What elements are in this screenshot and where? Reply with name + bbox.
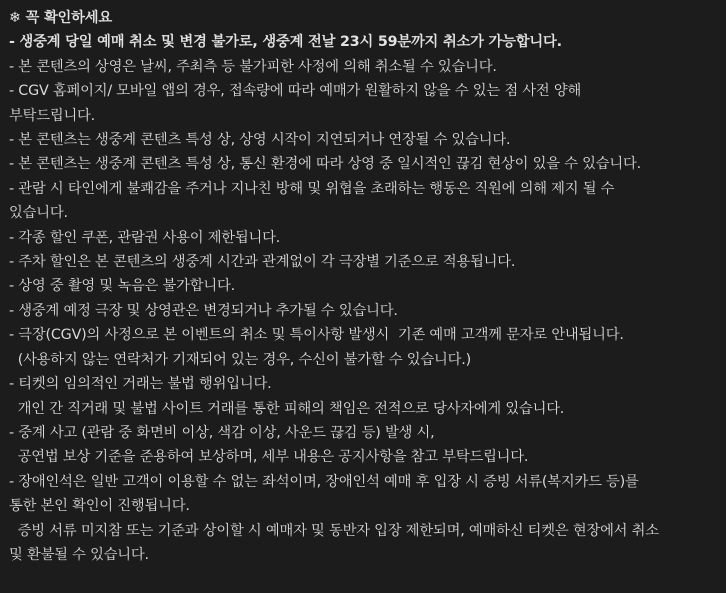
notice-line: - 티켓의 임의적인 거래는 불법 행위입니다. [9,376,272,393]
notice-line: - 주차 할인은 본 콘텐츠의 생중계 시간과 관계없이 각 극장별 기준으로 적용됩니다. [9,254,516,271]
notice-line: 증빙 서류 미지참 또는 기준과 상이할 시 예매자 및 동반자 입장 제한되며, 예매하신 티켓은 현장에서 취소 [9,522,659,539]
notice-line: - 생중계 예정 극장 및 상영관은 변경되거나 추가될 수 있습니다. [9,302,398,319]
notice-title: ❄ 꼭 확인하세요 [9,10,112,26]
notice-line: - 중계 사고 (관람 중 화면비 이상, 색감 이상, 사운드 끊김 등) 발생 시, [9,424,435,441]
notice-line: 및 환불될 수 있습니다. [9,546,149,563]
notice-line: - 장애인석은 일반 고객이 이용할 수 없는 좌석이며, 장애인석 예매 후 입장 시 증빙 서류(복지카드 등)를 [9,473,639,490]
notice-line: - 각종 할인 쿠폰, 관람권 사용이 제한됩니다. [9,229,281,246]
notice-line: - 본 콘텐츠의 상영은 날씨, 주최측 등 불가피한 사정에 의해 취소될 수 있습니다. [9,58,497,75]
notice-line: 공연법 보상 기준을 준용하여 보상하며, 세부 내용은 공지사항을 참고 부탁드립니다. [9,449,529,466]
notice-line: - 본 콘텐츠는 생중계 콘텐츠 특성 상, 상영 시작이 지연되거나 연장될 수 있습니다. [9,132,511,149]
notice-line-cancel-policy: - 생중계 당일 예매 취소 및 변경 불가로, 생중계 전날 23시 59분까지 취소가 가능합니다. [9,34,562,51]
notice-line: - 상영 중 촬영 및 녹음은 불가합니다. [9,278,235,295]
notice-line: 개인 간 직거래 및 불법 사이트 거래를 통한 피해의 책임은 전적으로 당사자에게 있습니다. [9,400,565,417]
notice-line: - 본 콘텐츠는 생중계 콘텐츠 특성 상, 통신 환경에 따라 상영 중 일시적인 끊김 현상이 있을 수 있습니다. [9,156,641,173]
notice-line: 통한 본인 확인이 진행됩니다. [9,498,190,515]
notice-line: 부탁드립니다. [9,107,96,124]
notice-line: - CGV 홈페이지/ 모바일 앱의 경우, 접속량에 따라 예매가 원활하지 않을 수 있는 점 사전 양해 [9,83,582,100]
notice-line: (사용하지 않는 연락처가 기재되어 있는 경우, 수신이 불가할 수 있습니다.) [9,351,471,368]
notice-line: 있습니다. [9,205,68,222]
notice-line: - 관람 시 타인에게 불쾌감을 주거나 지나친 방해 및 위협을 초래하는 행동은 직원에 의해 제지 될 수 [9,180,615,197]
notice-line: - 극장(CGV)의 사정으로 본 이벤트의 취소 및 특이사항 발생시 기존 예매 고객께 문자로 안내됩니다. [9,327,624,344]
